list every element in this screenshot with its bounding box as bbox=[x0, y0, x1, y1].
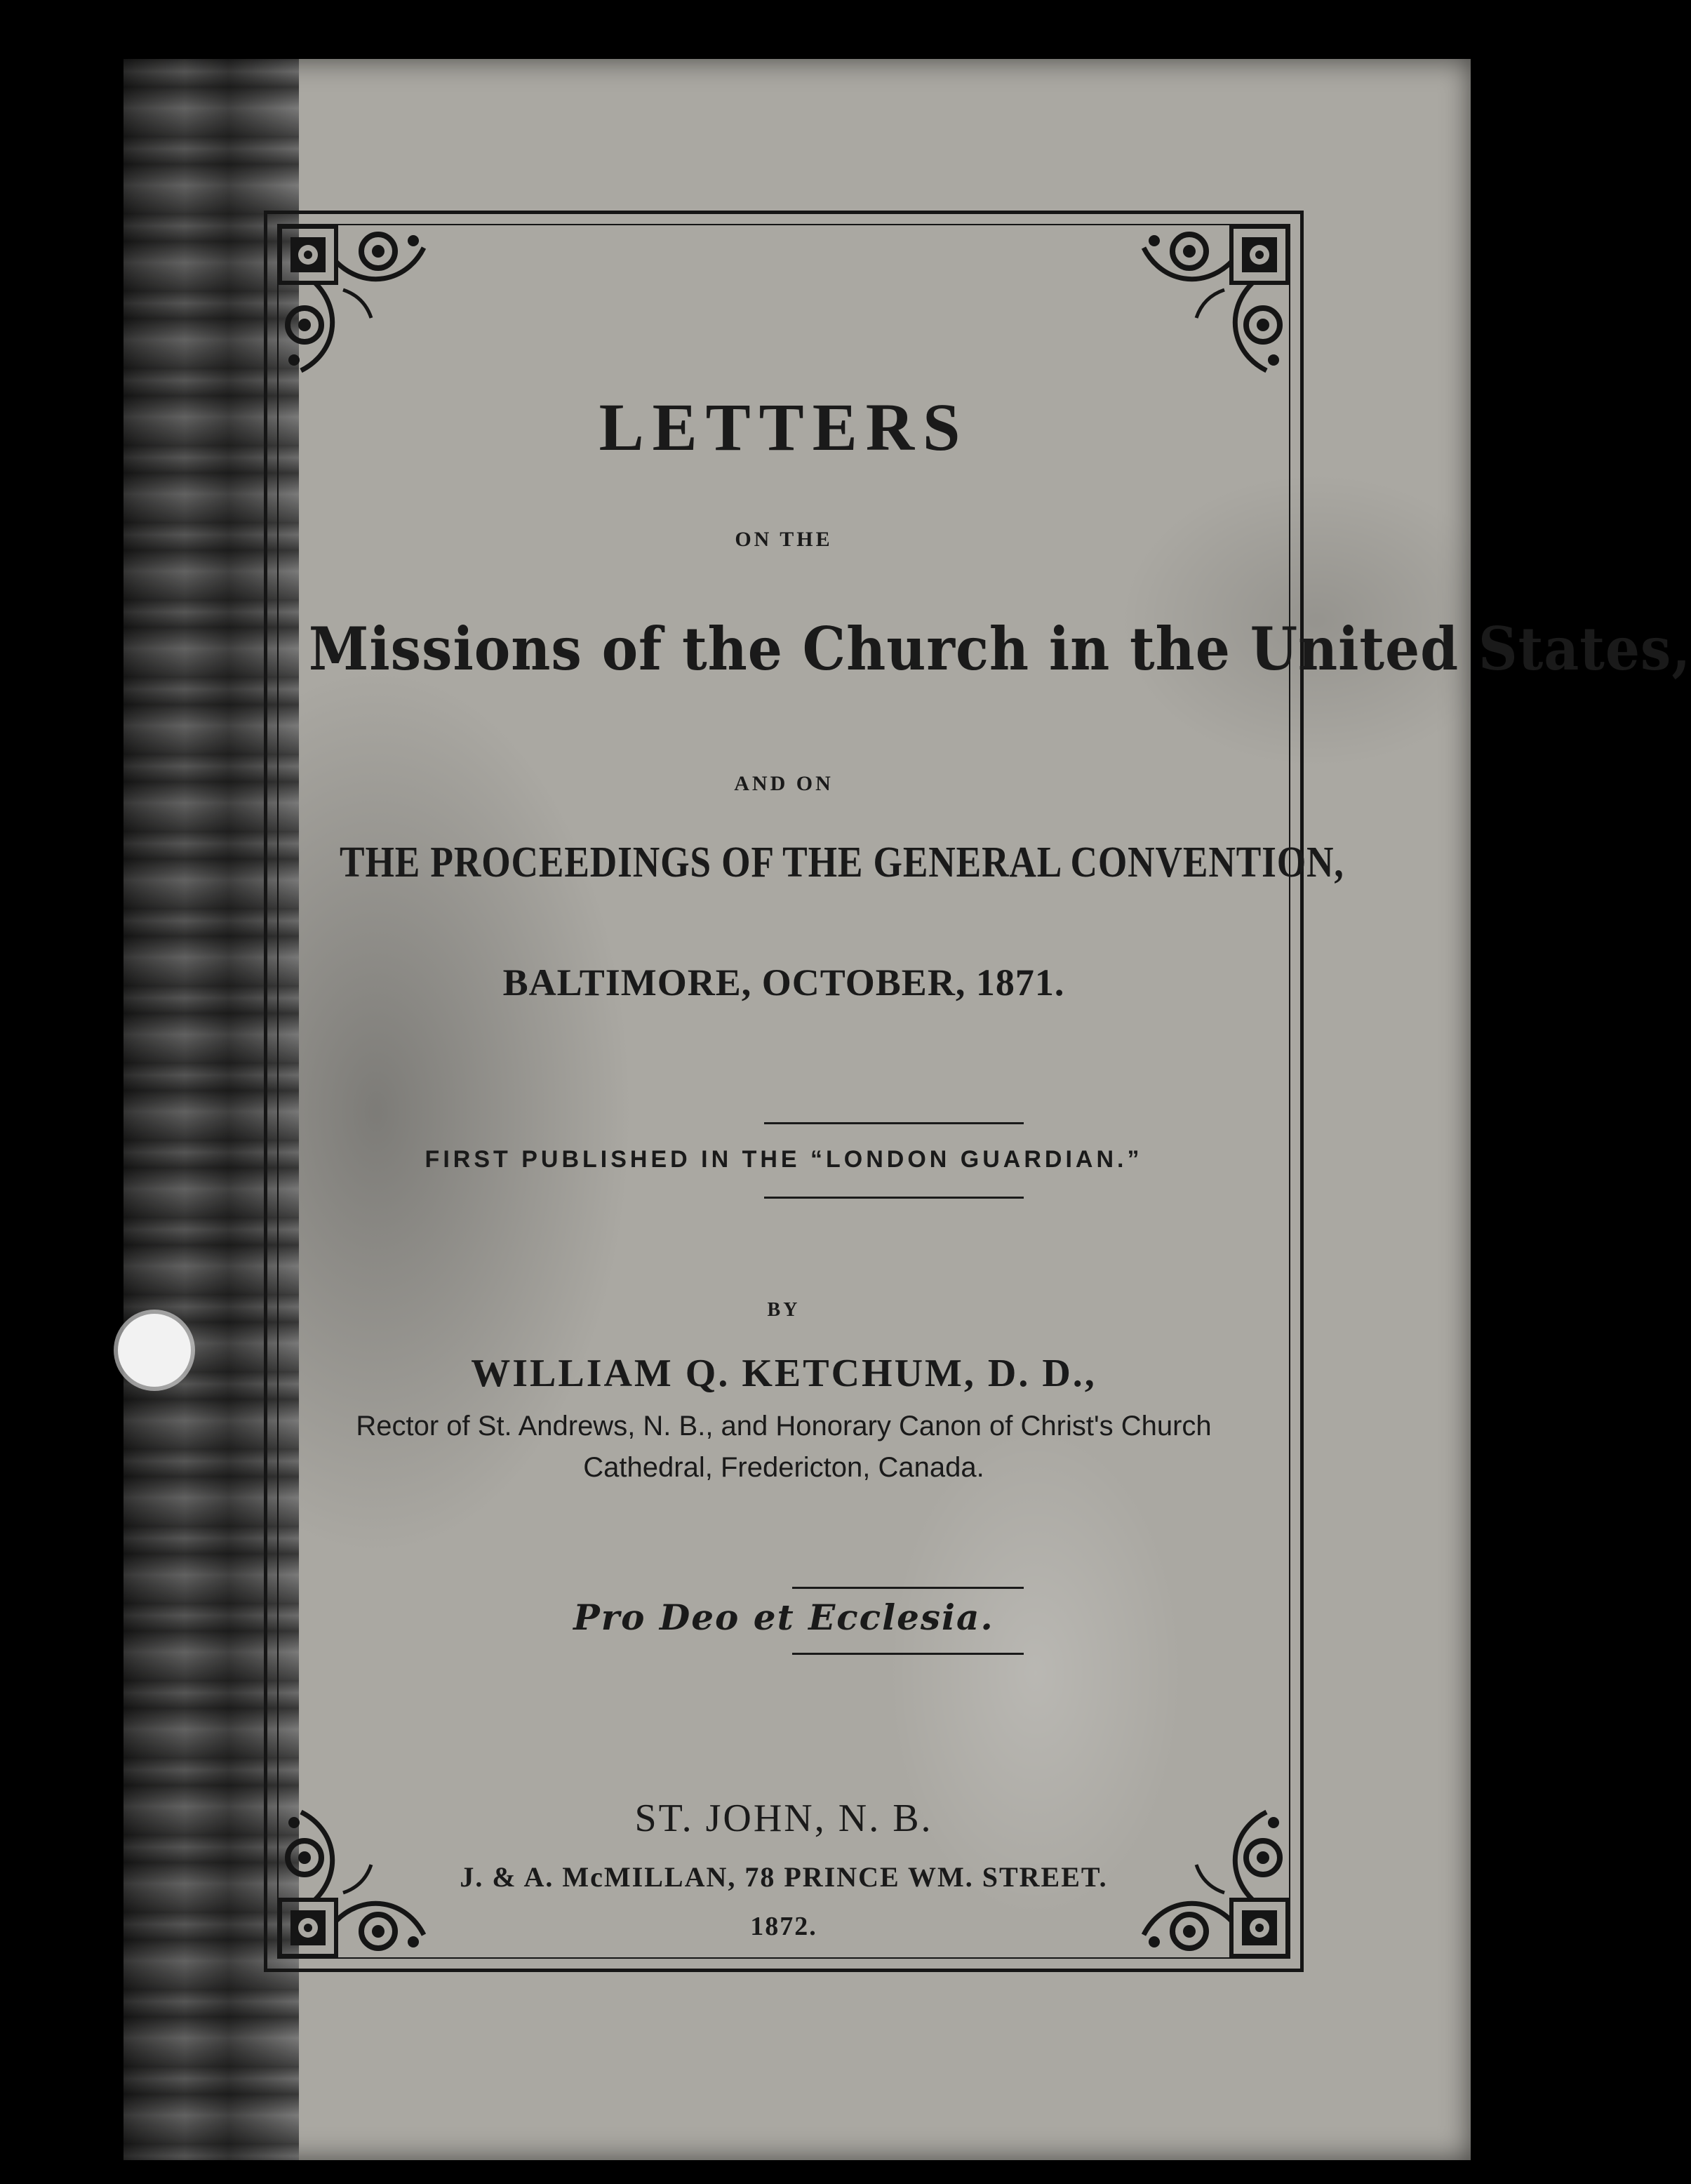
decorative-border bbox=[264, 211, 1691, 1972]
title-page bbox=[123, 59, 1691, 2160]
motto: Pro Deo et Ecclesia. bbox=[573, 1597, 994, 1638]
author-description-line1: Rector of St. Andrews, N. B., and Honorary Canon of Christ's Church bbox=[356, 1411, 1212, 1441]
subtitle-and-on: AND ON bbox=[734, 772, 834, 795]
subtitle-proceedings: THE PROCEEDINGS OF THE GENERAL CONVENTION, bbox=[340, 839, 1344, 886]
punch-hole bbox=[118, 1314, 191, 1387]
subtitle-missions: Missions of the Church in the United States, bbox=[308, 614, 1691, 684]
place-date: BALTIMORE, OCTOBER, 1871. bbox=[502, 961, 1065, 1004]
byline-label: BY bbox=[767, 1299, 801, 1321]
inner-border bbox=[277, 224, 1691, 1959]
divider bbox=[792, 1653, 1024, 1655]
corner-ornament-icon bbox=[273, 220, 434, 381]
corner-ornament-icon bbox=[1133, 220, 1295, 381]
page-title: LETTERS bbox=[599, 389, 969, 465]
publication-note: FIRST PUBLISHED IN THE “LONDON GUARDIAN.” bbox=[425, 1146, 1143, 1173]
author-name: WILLIAM Q. KETCHUM, D. D., bbox=[471, 1352, 1097, 1395]
subtitle-on-the: ON THE bbox=[735, 528, 833, 551]
imprint-publisher: J. & A. McMILLAN, 78 PRINCE WM. STREET. bbox=[460, 1861, 1108, 1893]
divider bbox=[792, 1587, 1024, 1589]
imprint-year: 1872. bbox=[750, 1912, 817, 1941]
imprint-city: ST. JOHN, N. B. bbox=[634, 1797, 933, 1840]
author-description-line2: Cathedral, Fredericton, Canada. bbox=[583, 1452, 984, 1483]
divider bbox=[764, 1122, 1024, 1124]
divider bbox=[764, 1197, 1024, 1199]
